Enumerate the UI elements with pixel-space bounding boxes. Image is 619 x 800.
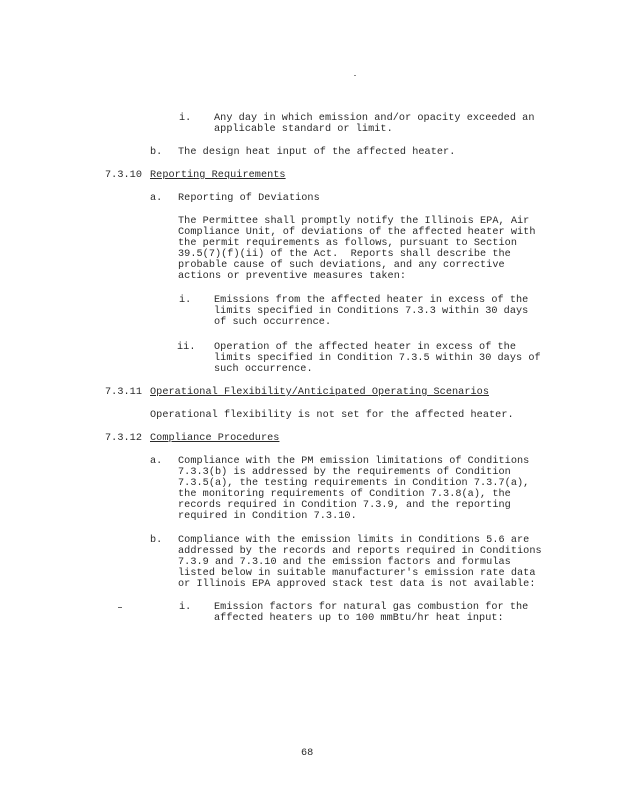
section-7310-sub-ii-line-1: Operation of the affected heater in excess of the: [214, 342, 517, 353]
section-7310-paragraph-line-4: 39.5(7)(f)(ii) of the Act. Reports shall describe the: [178, 249, 511, 260]
section-7312-item-b-line-1: Compliance with the emission limits in Conditions 5.6 are: [178, 535, 530, 546]
page-number: 68: [301, 748, 314, 759]
prev-item-b-text: The design heat input of the affected heater.: [178, 147, 456, 158]
section-7312-item-a-line-6: required in Condition 7.3.10.: [178, 511, 357, 522]
section-7310-paragraph-line-1: The Permittee shall promptly notify the Illinois EPA, Air: [178, 216, 530, 227]
section-7312-title: Compliance Procedures: [150, 433, 280, 444]
section-7310-sub-ii-line-2: limits specified in Condition 7.3.5 within 30 days of: [214, 353, 541, 364]
section-7312-sub-i-line-2: affected heaters up to 100 mmBtu/hr heat input:: [214, 613, 504, 624]
section-7312-sub-i-label: i.: [179, 602, 192, 613]
section-7310-paragraph-line-3: the permit requirements as follows, pursuant to Section: [178, 238, 517, 249]
prev-sub-i-label: i.: [179, 113, 192, 124]
section-7312-item-b-line-5: or Illinois EPA approved stack test data is not available:: [178, 579, 536, 590]
section-7312-item-a-line-4: the monitoring requirements of Condition 7.3.8(a), the: [178, 489, 511, 500]
section-7310-sub-ii-line-3: such occurrence.: [214, 364, 313, 375]
prev-sub-i-line-1: Any day in which emission and/or opacity exceeded an: [214, 113, 535, 124]
section-7312-item-a-label: a.: [150, 456, 163, 467]
section-7310-sub-i-line-3: of such occurrence.: [214, 317, 332, 328]
section-7311-title: Operational Flexibility/Anticipated Operating Scenarios: [150, 387, 489, 398]
section-7310-number: 7.3.10: [105, 170, 142, 181]
section-7312-sub-i-line-1: Emission factors for natural gas combustion for the: [214, 602, 529, 613]
section-7310-sub-ii-label: ii.: [177, 342, 196, 353]
prev-sub-i-line-2: applicable standard or limit.: [214, 124, 393, 135]
section-7310-paragraph-line-5: probable cause of such deviations, and any corrective: [178, 260, 505, 271]
section-7310-sub-i-line-2: limits specified in Conditions 7.3.3 within 30 days: [214, 306, 529, 317]
section-7310-title: Reporting Requirements: [150, 170, 286, 181]
section-7312-number: 7.3.12: [105, 433, 142, 444]
section-7310-item-a-label: a.: [150, 193, 163, 204]
section-7311-text: Operational flexibility is not set for the affected heater.: [150, 410, 514, 421]
section-7310-item-a-title: Reporting of Deviations: [178, 193, 320, 204]
scan-speck-top: [354, 75, 356, 76]
section-7310-paragraph-line-6: actions or preventive measures taken:: [178, 271, 407, 282]
section-7312-item-a-line-5: records required in Condition 7.3.9, and the reporting: [178, 500, 511, 511]
section-7312-item-b-label: b.: [150, 535, 163, 546]
section-7310-sub-i-line-1: Emissions from the affected heater in excess of the: [214, 295, 529, 306]
section-7312-item-b-line-3: 7.3.9 and 7.3.10 and the emission factors and formulas: [178, 557, 511, 568]
section-7310-sub-i-label: i.: [179, 295, 192, 306]
section-7312-item-a-line-3: 7.3.5(a), the testing requirements in Condition 7.3.7(a),: [178, 478, 530, 489]
section-7311-number: 7.3.11: [105, 387, 142, 398]
section-7312-item-a-line-2: 7.3.3(b) is addressed by the requirements of Condition: [178, 467, 511, 478]
section-7312-item-a-line-1: Compliance with the PM emission limitations of Conditions: [178, 456, 530, 467]
section-7310-paragraph-line-2: Compliance Unit, of deviations of the affected heater with: [178, 227, 536, 238]
section-7312-item-b-line-2: addressed by the records and reports required in Conditions: [178, 546, 542, 557]
section-7312-item-b-line-4: listed below in suitable manufacturer's emission rate data: [178, 568, 536, 579]
margin-tick-mark: [118, 607, 122, 608]
prev-item-b-label: b.: [150, 147, 163, 158]
